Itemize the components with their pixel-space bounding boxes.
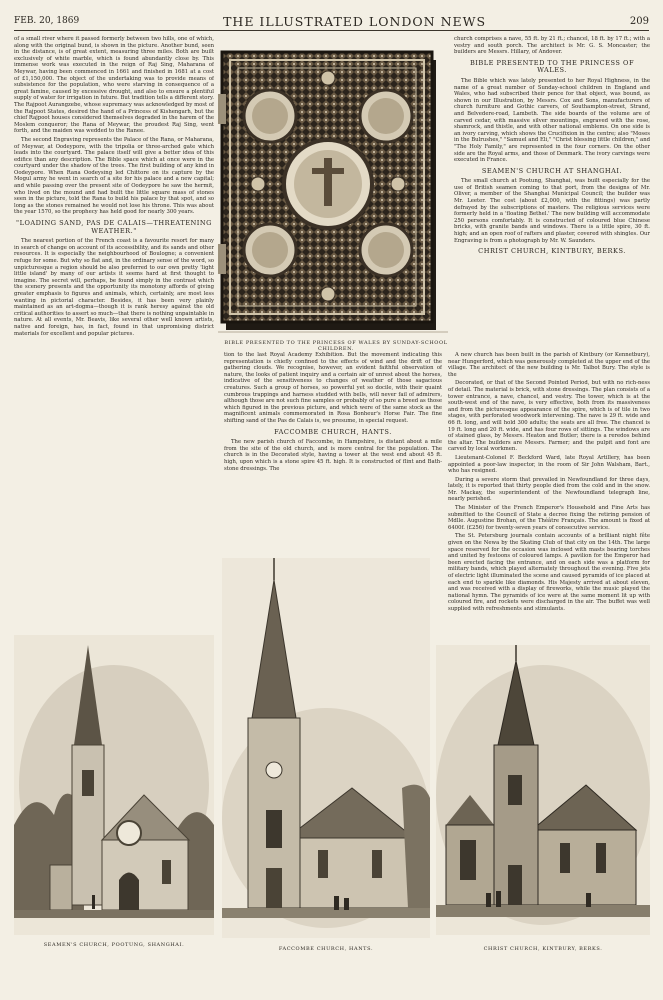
article-text: The second Engraving represents the Palace of the Rana, or Maharana, of Meywar, at Oodeypore, with the tripolia or three-arched gate which leads into the courtyard. The palace itself will give a better idea of this edifice than any description. The Bible space which at once were in the courtyard under the shadow of the trees. The first building of any kind in Oodeypore. When Rana Oodeysing led Chittore on its capture by the Mogul army he went in search of a site for his palace and a new capital; and while passing over the present site of Oodeypore he saw the hermit, who lived on the mound and had built the little square mass of stones seen in the picture, told the Rana to build his palace by that spot, and so long as the stones remained he would not lose his throne. This was about the year 1570, so the prophecy has held good for nearly 300 years. — [14, 136, 214, 216]
article-text: tion to the last Royal Academy Exhibition. But the movement indicating this representation is chiefly confined to the effects of wind and the drift of the gathering clouds. We recognise, however, an evident faithful observation of nature, the looks of patient inquiry and a certain air of unrest about the horses, indicative of the sensitiveness to changes of weather of those sagacious creatures. Such a group of horses, so powerful yet so docile, with their quaint cumbrous trappings and harness studded with bells, will never fail of admirers, although those are not such fine samples or probably of so pure a breed as those which figured in the previous picture, and which were of the same stock as the magnificent animals commemorated in Rosa Bonheur's Horse Fair. The fine shifting sand of the Pas de Calais is, we presume, in special request. — [224, 352, 442, 424]
masthead — [14, 14, 649, 28]
article-heading: CHRIST CHURCH, KINTBURY, BERKS. — [478, 247, 626, 256]
article-text: A new church has been built in the parish of Kintbury (or Kennetbury), near Hungerford, which was generously completed at the upper end of the village. The architect of the new building is Mr. Talbot Bury. The style is the — [448, 352, 650, 378]
kintbury-church-caption: CHRIST CHURCH, KINTBURY, BERKS. — [483, 946, 603, 952]
article-text: church comprises a nave, 55 ft. by 21 ft.; chancel, 18 ft. by 17 ft.; with a vestry and south porch. The architect is Mr. G. S. Moncaster; the builders are Messrs. Hillary, of Andover. — [454, 36, 650, 56]
article-text: of a small river where it passed formerly between two hills, one of which, along with the original bund, is shown in the picture. Another bund, seen in the distance, is of great extent, measuring three miles. Both are built exclusively of white marble, which is found abundantly close by. This immense work was executed in the reign of Raj Sing, Maharana of Meywar, having been commenced in 1661 and finished in 1681 at a cost of £1,150,000. The object of the undertaking was to provide means of subsistence for the population, who were starving in consequence of a great famine, caused by excessive drought, and also to ensure a plentiful supply of water for irrigation in future. But tradition tells a different story. The Rajpoot Aurangzebe, whose supremacy was acknowledged by most of the Rajpoot States, desired the hand of a Princess of Kishengarh, but the chief Rajpoot houses considered themselves degraded in the harem of the Moslem conqueror; the Rana of Meywar, the proudest Raj Sing, went forth, and the maiden was wedded to the Ranee. — [14, 36, 214, 135]
article-heading: BIBLE PRESENTED TO THE PRINCESS OF WALES. — [469, 58, 635, 75]
faccombe-church-illustration — [222, 558, 430, 938]
newspaper-title: THE ILLUSTRATED LONDON NEWS — [223, 13, 487, 29]
seamens-church-illustration — [14, 635, 214, 935]
article-column-2 — [224, 352, 442, 514]
article-text: Decorated, or that of the Second Pointed Period, but with no rich-ness of detail. The material is brick, with stone dressings. The plan consists of a tower entrance, a nave, chancel, and vestry. The tower, which is at the south-west end of the nave, is very effective, both from its massiveness and from the picturesque appearance of the spire, which is of tile in two stages, with perforated woodwork intervening. The nave is 29 ft. wide and 66 ft. long, and will hold 300 adults; the seats are all free. The chancel is 19 ft. long and 20 ft. wide, and has four rows of sittings. The windows are of stained glass, by Messrs. Heaton and Butler; there is a reredos behind the altar. The builders are Messrs. Farmer; and the pulpit and font are carved by local workmen. — [448, 380, 650, 453]
article-text: During a severe storm that prevailed in Newfoundland for three days, lately, it is reported that thirty people died from the cold and in the snow. Mr. Mackay, the superintendent of the Newfoundland telegraph line, nearly perished. — [448, 476, 650, 503]
header-rule — [14, 30, 649, 31]
bible-caption: BIBLE PRESENTED TO THE PRINCESS OF WALES BY SUNDAY-SCHOOL CHILDREN. — [224, 340, 448, 352]
article-text: The new parish church of Faccombe, in Hampshire, is distant about a mile from the site of the old church, and is more central for the population. The church is in the Decorated style, having a tower at the west end about 45 ft. high, upon which is a stone spire 45 ft. high. It is constructed of flint and Bath-stone dressings. The — [224, 439, 442, 472]
article-column-1 — [14, 36, 214, 638]
article-heading: "LOADING SAND, PAS DE CALAIS—THREATENING WEATHER." — [16, 219, 212, 235]
article-column-3 — [454, 36, 650, 348]
article-text: The St. Petersburg journals contain accounts of a brilliant night fête given on the Newa by the Skating Club of that city on the 14th. The large space reserved for the occasion was inclosed with masts bearing torches and united by festoons of coloured lamps. A pavilion for the Emperor had been erected facing the entrance, and on each side was a platform for military bands, which played alternately throughout the evening. Five jets of electric light illuminated the scene and caused pyramids of ice placed at each end to sparkle like diamonds. His Majesty arrived at about eleven, and was received with a display of fireworks, while the music played the national hymn. The pyramids of ice were at the same moment lit up with coloured fire, and rockets were discharged in the air. The buffet was well supplied with refreshments and stimulants. — [448, 533, 650, 612]
issue-date: FEB. 20, 1869 — [14, 16, 80, 26]
article-text: The Minister of the French Emperor's Household and Fine Arts has submitted to the Council of State a decree fixing the retiring pension of Mdlle. Augustine Brohan, of the Théâtre Français. The amount is fixed at 6400f. (£256) for twenty-seven years of consecutive service. — [448, 505, 650, 531]
article-column-3-continued — [448, 352, 650, 642]
article-text: The small church at Pootung, Shanghai, was built especially for the use of British seamen coming to that port, from the designs of Mr. Oliver, a member of the Shanghai Municipal Council; the builder was Mr. Leeter. The cost (about £2,000, with the fittings) was partly defrayed by the subscriptions of masters. The religious services were formerly held in a 'floating Bethel.' The new building will accommodate 250 persons comfortably. It is constructed of coloured blue Chinese bricks, with granite bands and windows. There is a little spire, 30 ft. high; and an open roof of rafters and plaster, covered with shingles. Our Engraving is from a photograph by Mr. W. Saunders. — [454, 178, 650, 244]
faccombe-church-caption: FACCOMBE CHURCH, HANTS. — [278, 946, 374, 952]
article-heading: SEAMEN'S CHURCH AT SHANGHAI. — [481, 166, 623, 175]
bible-illustration — [218, 44, 448, 338]
page-number: 209 — [629, 15, 649, 27]
article-text: The Bible which was lately presented to her Royal Highness, in the name of a great number of Sunday-school children in England and Wales, who had subscribed their pence for that object, was bound, as shown in our Illustration, by Messrs. Cox and Sons, manufacturers of church furniture and Gothic carvers, of Southampton-street, Strand, and Belvedere-road, Lambeth. The side boards of the volume are of carved cedar, with massive silver mountings, engraved with the rose, shamrock, and thistle, and with other national emblems. On one side is an ivory carving, which shows the Crucifixion in the centre; also "Moses in the Bulrushes," "Samuel and Eli," "Christ blessing little children," and "The Holy Family," are represented in the four corners. On the other side are the Royal arms, and those of Denmark. The ivory carvings were executed in France. — [454, 77, 650, 164]
seamens-church-caption: SEAMEN'S CHURCH, POOTUNG, SHANGHAI. — [43, 942, 185, 948]
kintbury-church-illustration — [436, 645, 650, 935]
article-text: The nearest portion of the French coast is a favourite resort for many in search of change on account of its accessibility, and its sands and other resources. It is especially the neighbourhood of Boulogne; a convenient refuge for some. But why so flat and, in the ordinary sense of the word, so unpicturesque a region should be also preferred to our own pretty 'light little island' by many of our artists it seems hard at first thought to imagine. The secret will, perhaps, be found simply in the contrast which the scenery presents and the opportunity its monotony affords of giving greater emphasis to figures and animals, which, certainly, are most less wanting in pictorial character. Besides, it has been very plainly maintained as an art-dogma—though it is rank heresy against the old critical authorities to assert so much—that there is nothing unpaintable in nature. At all events, Mr. Beavis, like several other well known artists, native and foreign, has, in fact, found in that unpromising district materials for excellent and popular pictures. — [14, 238, 214, 337]
article-heading: FACCOMBE CHURCH, HANTS. — [274, 427, 392, 436]
article-text: Lieutenant-Colonel F. Beckford Ward, late Royal Artillery, has been appointed a poor-law inspector, in the room of Sir John Walsham, Bart., who has resigned. — [448, 454, 650, 475]
